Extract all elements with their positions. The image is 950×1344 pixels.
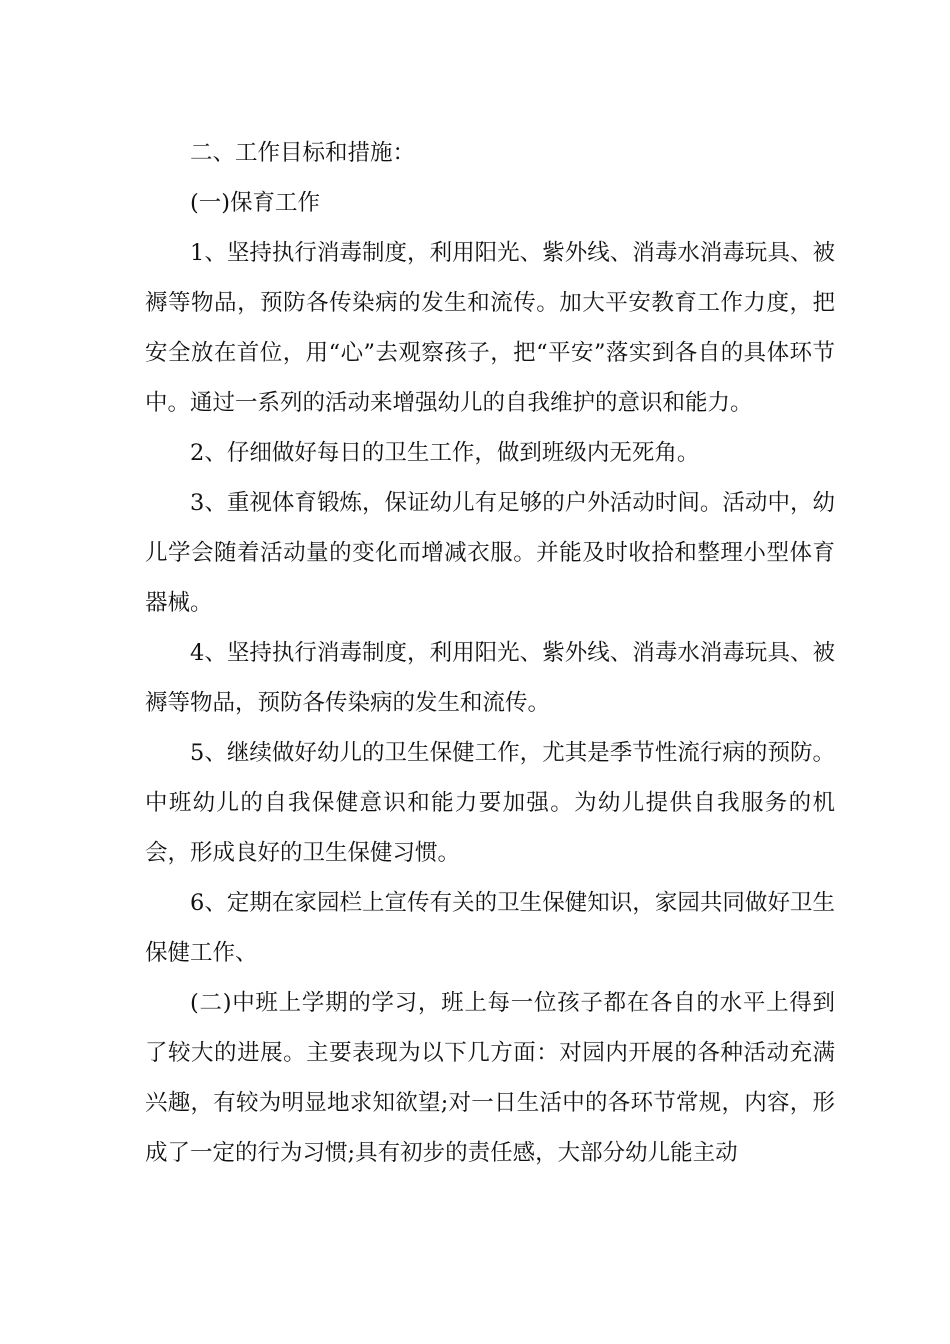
subsection-heading: (一)保育工作: [190, 190, 321, 216]
paragraph-item-5: 5、继续做好幼儿的卫生保健工作，尤其是季节性流行病的预防。中班幼儿的自我保健意识和能力要加强。为幼儿提供自我服务的机会，形成良好的卫生保健习惯。: [145, 740, 835, 866]
paragraph-item-1: 1、坚持执行消毒制度，利用阳光、紫外线、消毒水消毒玩具、被褥等物品，预防各传染病的发生和流传。加大平安教育工作力度，把安全放在首位，用“心”去观察孩子，把“平安”落实到各自的具体环节中。通过一系列的活动来增强幼儿的自我维护的意识和能力。: [145, 240, 835, 416]
paragraph-section-2: (二)中班上学期的学习，班上每一位孩子都在各自的水平上得到了较大的进展。主要表现为以下几方面：对园内开展的各种活动充满兴趣，有较为明显地求知欲望;对一日生活中的各环节常规，内容，形成了一定的行为习惯;具有初步的责任感，大部分幼儿能主动: [145, 990, 835, 1166]
paragraph-item-3: 3、重视体育锻炼，保证幼儿有足够的户外活动时间。活动中，幼儿学会随着活动量的变化而增减衣服。并能及时收拾和整理小型体育器械。: [145, 490, 835, 616]
paragraph-item-4: 4、坚持执行消毒制度，利用阳光、紫外线、消毒水消毒玩具、被褥等物品，预防各传染病的发生和流传。: [145, 640, 835, 716]
paragraph-item-2: 2、仔细做好每日的卫生工作，做到班级内无死角。: [190, 440, 700, 466]
document-body: [145, 128, 835, 1178]
section-heading: 二、工作目标和措施：: [190, 140, 416, 166]
paragraph-item-6: 6、定期在家园栏上宣传有关的卫生保健知识，家园共同做好卫生保健工作、: [145, 890, 835, 966]
